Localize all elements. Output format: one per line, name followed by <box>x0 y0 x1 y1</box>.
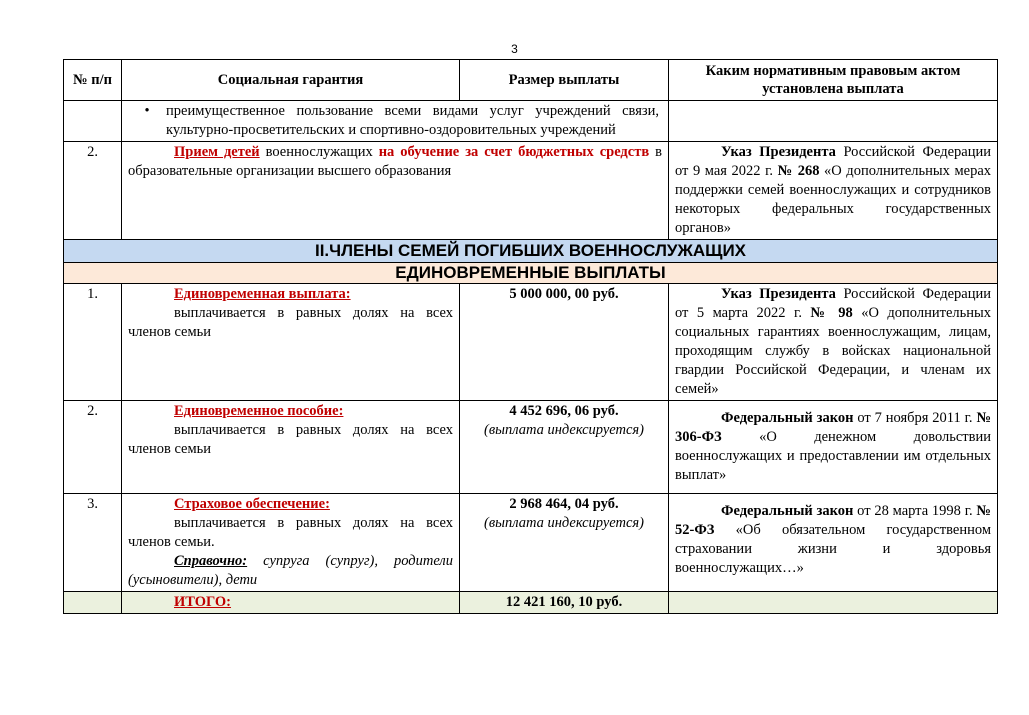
payment-amount: 4 452 696, 06 руб. (выплата индексируется) <box>460 401 669 494</box>
table-row <box>64 284 998 401</box>
payment-amount: 2 968 464, 04 руб. (выплата индексируется) <box>460 494 669 592</box>
header-num: № п/п <box>64 60 122 101</box>
payment-description: Единовременное пособие: выплачивается в равных долях на всех членов семьи <box>122 401 460 494</box>
bullet-icon: • <box>144 103 150 119</box>
section-row <box>64 240 998 263</box>
bullet-cell <box>122 101 669 142</box>
table-row <box>64 142 998 240</box>
row-number: 3. <box>64 494 122 592</box>
cell-num <box>64 101 122 142</box>
education-guarantee: Прием детей военнослужащих на обучение за счет бюджетных средств в образовательные организации высшего образования <box>122 142 669 240</box>
table-row <box>64 101 998 142</box>
page-number: 3 <box>511 42 518 56</box>
act-reference: Федеральный закон от 28 марта 1998 г. № 52-ФЗ «Об обязательном государственном страховании жизни и здоровья военнослужащих…» <box>669 494 998 592</box>
reference-note: Справочно: супруга (супруг), родители (усыновители), дети <box>128 553 453 588</box>
act-reference: Федеральный закон от 7 ноября 2011 г. № 306-ФЗ «О денежном довольствии военнослужащих и предоставлении им отдельных выплат» <box>669 401 998 494</box>
row-number: 2. <box>64 142 122 240</box>
total-amount: 12 421 160, 10 руб. <box>460 592 669 614</box>
payment-description: Единовременная выплата: выплачивается в равных долях на всех членов семьи <box>122 284 460 401</box>
indexation-note: (выплата индексируется) <box>484 422 644 438</box>
payment-amount: 5 000 000, 00 руб. <box>460 284 669 401</box>
payment-title: Единовременная выплата: <box>174 286 351 302</box>
table-header-row <box>64 60 998 101</box>
total-label: ИТОГО: <box>122 592 460 614</box>
children-admission-text: Прием детей <box>174 144 260 160</box>
row-number: 2. <box>64 401 122 494</box>
cell-act <box>669 101 998 142</box>
budget-funding-text: на обучение за счет бюджетных средств <box>378 144 650 160</box>
act-reference: Указ Президента Российской Федерации от 9 мая 2022 г. № 268 «О дополнительных мерах поддержки семей военнослужащих и сотрудников некоторых федеральных государственных органов» <box>669 142 998 240</box>
subsection-title: ЕДИНОВРЕМЕННЫЕ ВЫПЛАТЫ <box>64 263 998 284</box>
list-item: • преимущественное пользование всеми видами услуг учреждений связи, культурно-просветительских и спортивно-оздоровительных учреждений <box>128 102 659 140</box>
payment-description: Страховое обеспечение: выплачивается в равных долях на всех членов семьи. Справочно: супруга (супруг), родители (усыновители), дети <box>122 494 460 592</box>
header-act: Каким нормативным правовым актом установлена выплата <box>669 60 998 101</box>
section-title: II.ЧЛЕНЫ СЕМЕЙ ПОГИБШИХ ВОЕННОСЛУЖАЩИХ <box>64 240 998 263</box>
guarantees-table <box>63 59 998 614</box>
indexation-note: (выплата индексируется) <box>484 515 644 531</box>
subsection-row <box>64 263 998 284</box>
header-amount: Размер выплаты <box>460 60 669 101</box>
row-number: 1. <box>64 284 122 401</box>
act-reference: Указ Президента Российской Федерации от 5 марта 2022 г. № 98 «О дополнительных социальных гарантиях военнослужащим, лицам, проходящим службу в войсках национальной гвардии Российской Федерации, и членам их семей» <box>669 284 998 401</box>
header-guarantee: Социальная гарантия <box>122 60 460 101</box>
table-row <box>64 401 998 494</box>
total-row <box>64 592 998 614</box>
payment-title: Страховое обеспечение: <box>174 496 330 512</box>
payment-title: Единовременное пособие: <box>174 403 344 419</box>
table-row <box>64 494 998 592</box>
